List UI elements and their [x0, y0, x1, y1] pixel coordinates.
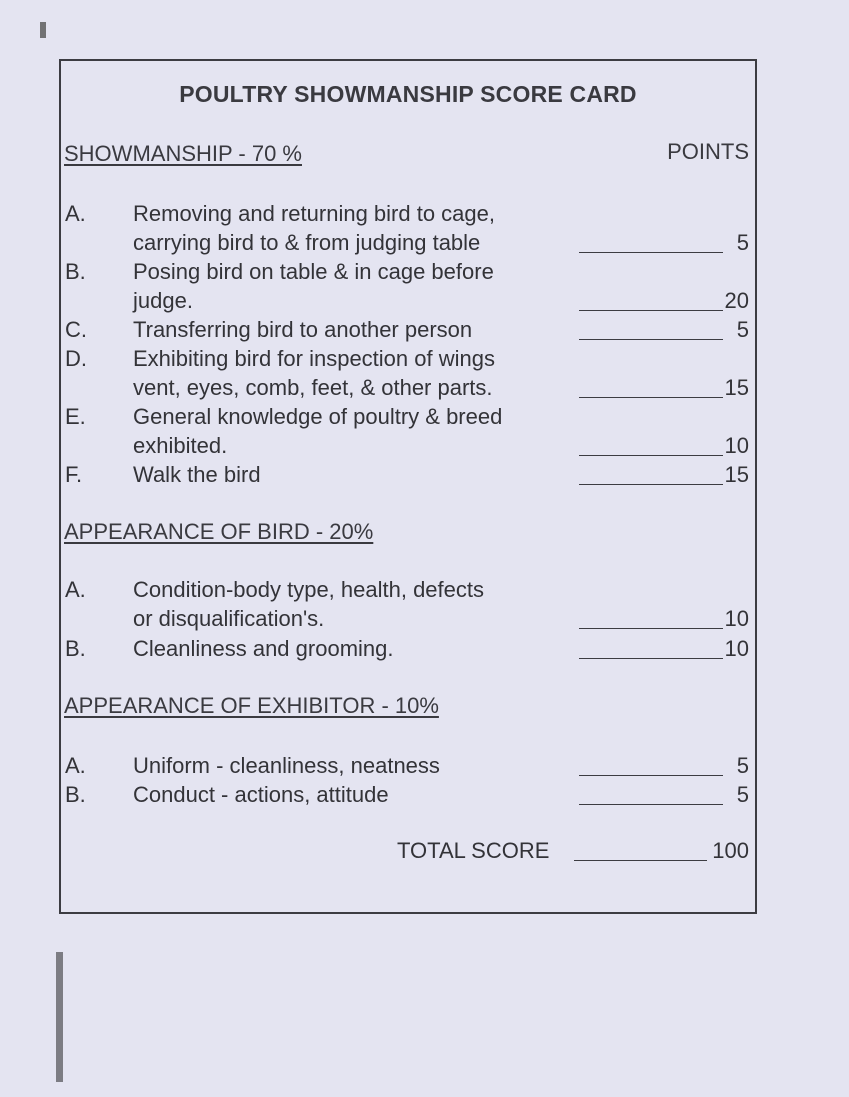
item-letter: E.	[65, 404, 86, 429]
item-text-line: Removing and returning bird to cage,	[133, 201, 495, 226]
item-letter: B.	[65, 782, 86, 807]
item-points: 15	[579, 373, 749, 402]
total-score-points: 100	[712, 838, 749, 863]
section-heading-appearance-of-exhibitor: APPEARANCE OF EXHIBITOR - 10%	[64, 693, 439, 718]
item-text-line: Uniform - cleanliness, neatness	[133, 753, 440, 778]
item-text-line: judge.	[133, 288, 193, 313]
item-letter: A.	[65, 577, 86, 602]
item-text-line: Posing bird on table & in cage before	[133, 259, 494, 284]
item-text-line: Walk the bird	[133, 462, 261, 487]
item-points: 10	[579, 431, 749, 460]
item-text-line: or disqualification's.	[133, 606, 325, 631]
item-text-line: Conduct - actions, attitude	[133, 782, 389, 807]
item-text-line: vent, eyes, comb, feet, & other parts.	[133, 375, 493, 400]
item-text-line: carrying bird to & from judging table	[133, 230, 481, 255]
section-heading-showmanship: SHOWMANSHIP - 70 %	[64, 141, 302, 166]
item-text-line: Transferring bird to another person	[133, 317, 473, 342]
item-points: 10	[579, 604, 749, 633]
total-score-row	[389, 836, 749, 865]
item-text-line: Cleanliness and grooming.	[133, 636, 394, 661]
item-letter: B.	[65, 636, 86, 661]
item-letter: C.	[65, 317, 87, 342]
item-text-line: Exhibiting bird for inspection of wings	[133, 346, 495, 371]
scan-edge-mark	[56, 952, 63, 1082]
item-letter: D.	[65, 346, 87, 371]
item-points: 20	[579, 286, 749, 315]
item-points: 5	[579, 780, 749, 809]
item-points: 10	[579, 634, 749, 663]
item-text-line: exhibited.	[133, 433, 228, 458]
section-heading-appearance-of-bird: APPEARANCE OF BIRD - 20%	[64, 519, 374, 544]
item-text-line: General knowledge of poultry & breed	[133, 404, 503, 429]
item-points: 5	[579, 315, 749, 344]
item-points: 15	[579, 460, 749, 489]
item-points: 5	[579, 751, 749, 780]
item-letter: F.	[65, 462, 83, 487]
item-letter: A.	[65, 753, 86, 778]
scan-mark	[40, 22, 46, 38]
item-text-line: Condition-body type, health, defects	[133, 577, 485, 602]
total-score-label: TOTAL SCORE	[397, 838, 550, 863]
item-letter: B.	[65, 259, 86, 284]
card-title: POULTRY SHOWMANSHIP SCORE CARD	[179, 81, 637, 107]
item-points: 5	[579, 228, 749, 257]
item-letter: A.	[65, 201, 86, 226]
score-card	[59, 59, 757, 914]
points-column-header: POINTS	[667, 139, 749, 164]
